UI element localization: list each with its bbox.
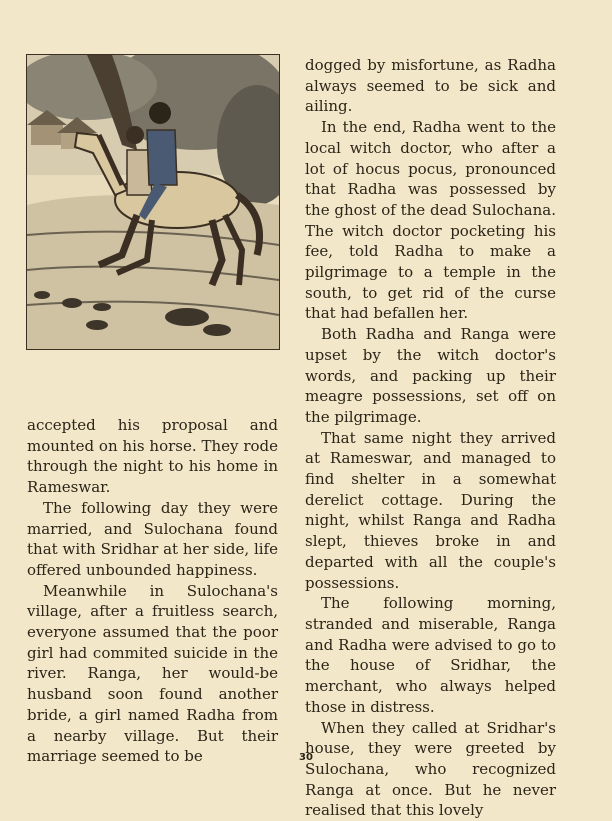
left-column xyxy=(27,415,278,767)
horse-riders-illustration xyxy=(26,54,280,350)
right-column xyxy=(305,55,556,821)
paragraph: dogged by misfortune, as Radha always seemed to be sick and ailing. xyxy=(305,55,556,117)
paragraph: The following day they were married, and Sulochana found that with Sridhar at her side, life offered unbounded happiness. xyxy=(27,498,278,581)
paragraph: Meanwhile in Sulochana's village, after a fruitless search, everyone assumed that the poor girl had commited suicide in the river. Ranga, her would-be husband soon found another bride, a girl named Radha from a nearby village. But their marriage seemed to be xyxy=(27,581,278,767)
paragraph: The following morning, stranded and miserable, Ranga and Radha were advised to go to the house of Sridhar, the merchant, who always helped those in distress. xyxy=(305,593,556,717)
paragraph: accepted his proposal and mounted on his horse. They rode through the night to his home in Rameswar. xyxy=(27,415,278,498)
paragraph: That same night they arrived at Rameswar, and managed to find shelter in a somewhat derelict cottage. During the night, whilst Ranga and Radha slept, thieves broke in and departed with all the couple's possessions. xyxy=(305,428,556,594)
paragraph: In the end, Radha went to the local witch doctor, who after a lot of hocus pocus, pronounced that Radha was possessed by the ghost of the dead Sulochana. The witch doctor pocketing his fee, told Radha to make a pilgrimage to a temple in the south, to get rid of the curse that had befallen her. xyxy=(305,117,556,324)
page-number: 30 xyxy=(0,752,612,763)
paragraph: When they called at Sridhar's house, they were greeted by Sulochana, who recognized Ranga at once. But he never realised that this lovely xyxy=(305,718,556,821)
paragraph: Both Radha and Ranga were upset by the witch doctor's words, and packing up their meagre possessions, set off on the pilgrimage. xyxy=(305,324,556,428)
